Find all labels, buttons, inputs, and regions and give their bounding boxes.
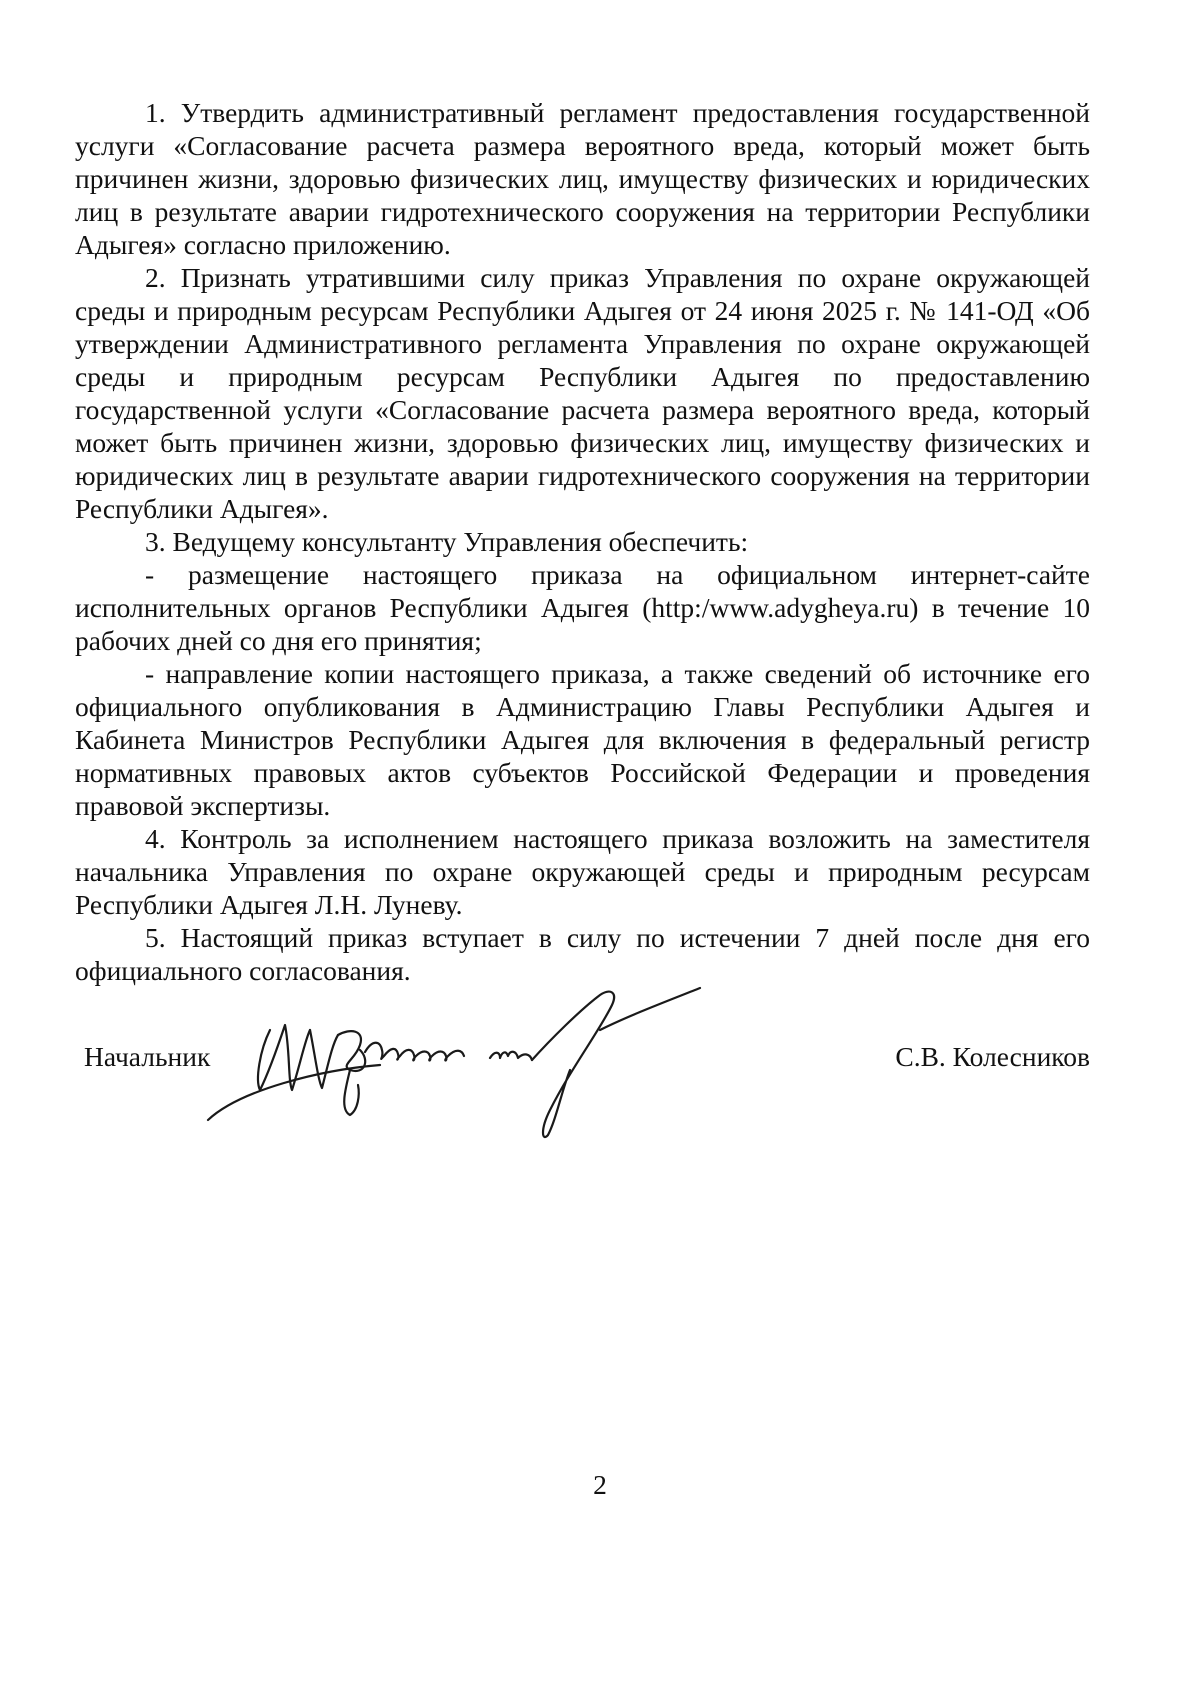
- paragraph-5: 5. Настоящий приказ вступает в силу по истечении 7 дней после дня его официального согласования.: [75, 922, 1090, 986]
- document-body: [75, 96, 1090, 987]
- paragraph-2: 2. Признать утратившими силу приказ Управления по охране окружающей среды и природным ресурсам Республики Адыгея от 24 июня 2025 г. № 141-ОД «Об утверждении Административного регламента Управления по охране окружающей среды и природным ресурсам Республики Адыгея по предоставлению государственной услуги «Согласование расчета размера вероятного вреда, который может быть причинен жизни, здоровью физических лиц, имуществу физических и юридических лиц в результате аварии гидротехнического сооружения на территории Республики Адыгея».: [75, 262, 1090, 524]
- page-number: 2: [593, 1469, 607, 1500]
- paragraph-1: 1. Утвердить административный регламент предоставления государственной услуги «Согласование расчета размера вероятного вреда, который может быть причинен жизни, здоровью физических лиц, имуществу физических и юридических лиц в результате аварии гидротехнического сооружения на территории Республики Адыгея» согласно приложению.: [75, 97, 1090, 260]
- paragraph-4: 4. Контроль за исполнением настоящего приказа возложить на заместителя начальника Управления по охране окружающей среды и природным ресурсам Республики Адыгея Л.Н. Луневу.: [75, 823, 1090, 920]
- paragraph-3-item-2: - направление копии настоящего приказа, а также сведений об источнике его официального опубликования в Администрацию Главы Республики Адыгея и Кабинета Министров Республики Адыгея для включения в федеральный регистр нормативных правовых актов субъектов Российской Федерации и проведения правовой экспертизы.: [75, 658, 1090, 821]
- signatory-name: С.В. Колесников: [895, 1041, 1090, 1072]
- handwritten-signature: [200, 970, 720, 1150]
- paragraph-3-item-1: - размещение настоящего приказа на официальном интернет-сайте исполнительных органов Республики Адыгея (http:/www.adygheya.ru) в течение 10 рабочих дней со дня его принятия;: [75, 559, 1090, 656]
- signatory-title: Начальник: [84, 1041, 211, 1072]
- paragraph-3: 3. Ведущему консультанту Управления обеспечить:: [145, 526, 749, 557]
